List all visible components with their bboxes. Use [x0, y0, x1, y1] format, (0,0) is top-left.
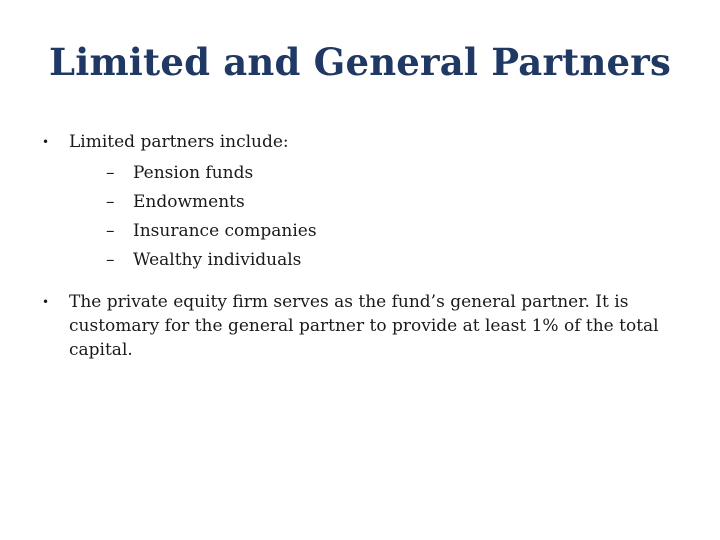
bullet-text: The private equity firm serves as the fund’s general partner. It is customary for the general partner to provide at least 1% of the total capital. [69, 292, 659, 360]
slide-title: Limited and General Partners [48, 40, 672, 84]
bullet-general-partner [38, 290, 678, 362]
subitem-text: Wealthy individuals [133, 250, 302, 270]
subitem-text: Insurance companies [133, 221, 317, 241]
subitem-pension-funds [69, 159, 678, 188]
slide-content [38, 130, 678, 362]
dash-marker: – [106, 192, 115, 212]
bullet-text: Limited partners include: [69, 132, 289, 152]
bullet-marker: • [42, 135, 50, 149]
bullet-marker: • [42, 295, 50, 309]
subitem-text: Endowments [133, 192, 245, 212]
dash-marker: – [106, 163, 115, 183]
subitem-endowments [69, 188, 678, 217]
limited-partners-list [69, 159, 678, 275]
subitem-text: Pension funds [133, 163, 254, 183]
dash-marker: – [106, 250, 115, 270]
subitem-wealthy-individuals [69, 246, 678, 275]
bullet-limited-partners [38, 130, 678, 275]
dash-marker: – [106, 221, 115, 241]
subitem-insurance-companies [69, 217, 678, 246]
